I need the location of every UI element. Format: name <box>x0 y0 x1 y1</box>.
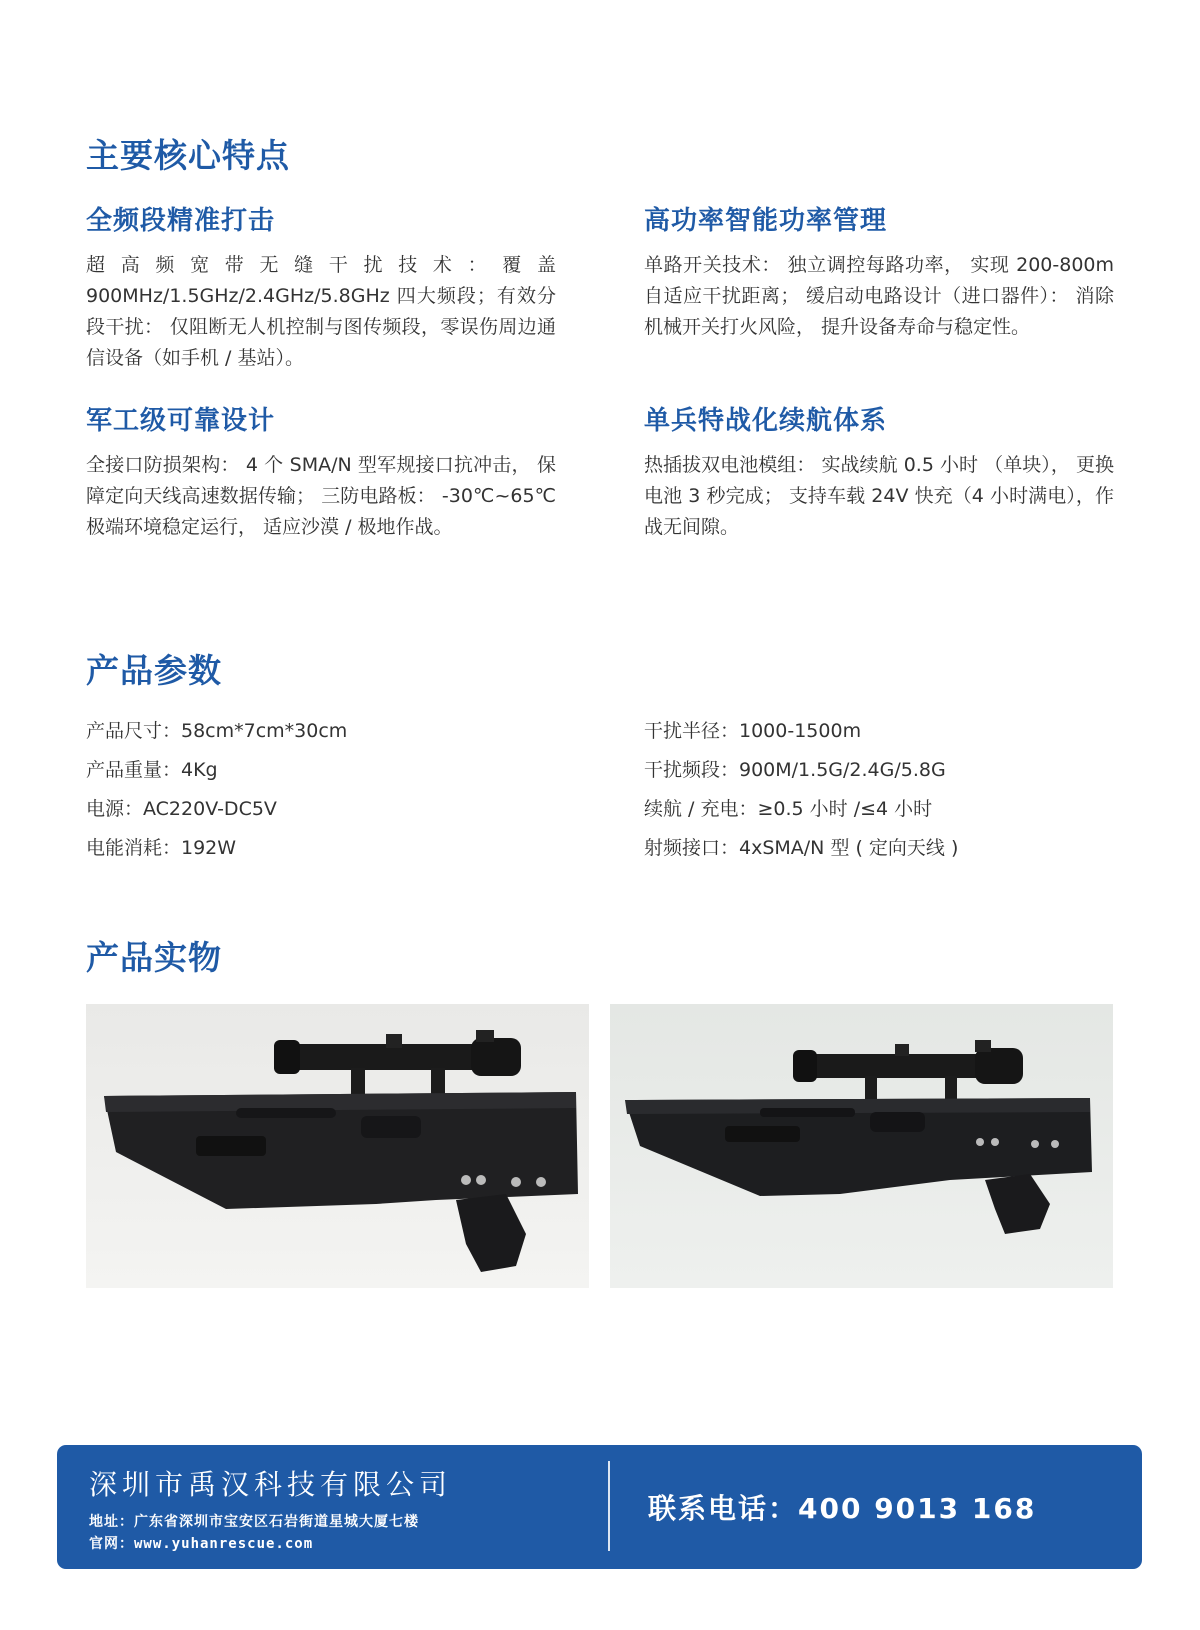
footer-bar <box>57 1445 1142 1569</box>
company-name: 深圳市禹汉科技有限公司 <box>89 1468 453 1501</box>
feature-text-battery: 热插拔双电池模组： 实战续航 0.5 小时 （单块）， 更换电池 3 秒完成； 支持车载 24V 快充（4 小时满电），作战无间隙。 <box>644 454 1114 538</box>
feature-text-frequency: 超高频宽带无缝干扰技术：覆盖 900MHz/1.5GHz/2.4GHz/5.8GHz 四大频段；有效分段干扰： 仅阻断无人机控制与图传频段，零误伤周边通信设备（如手机 / 基站）。 <box>86 254 556 369</box>
param-size: 产品尺寸：58cm*7cm*30cm <box>86 720 348 742</box>
feature-title-frequency: 全频段精准打击 <box>86 206 276 236</box>
features-section-title: 主要核心特点 <box>86 136 290 175</box>
footer-divider <box>608 1461 610 1551</box>
param-radius: 干扰半径：1000-1500m <box>644 720 862 742</box>
param-weight: 产品重量：4Kg <box>86 759 218 781</box>
feature-title-battery: 单兵特战化续航体系 <box>644 406 888 436</box>
params-section-title: 产品参数 <box>86 651 222 690</box>
param-power-supply: 电源：AC220V-DC5V <box>86 798 277 820</box>
company-address: 地址：广东省深圳市宝安区石岩街道星城大厦七楼 <box>89 1514 419 1530</box>
feature-text-power: 单路开关技术： 独立调控每路功率， 实现 200-800m 自适应干扰距离； 缓启动电路设计（进口器件）： 消除机械开关打火风险， 提升设备寿命与稳定性。 <box>644 254 1114 338</box>
param-power-consumption: 电能消耗：192W <box>86 837 237 859</box>
company-website: 官网：www.yuhanrescue.com <box>89 1536 314 1552</box>
params-left-list <box>86 712 347 868</box>
param-frequency: 干扰频段：900M/1.5G/2.4G/5.8G <box>644 759 946 781</box>
product-photo-1 <box>86 1004 589 1288</box>
params-right-list <box>644 712 958 868</box>
feature-title-reliability: 军工级可靠设计 <box>86 406 276 436</box>
param-rf-interface: 射频接口：4xSMA/N 型 ( 定向天线 ) <box>644 837 959 859</box>
param-endurance: 续航 / 充电：≥0.5 小时 /≤4 小时 <box>644 798 933 820</box>
product-photo-2 <box>610 1004 1113 1288</box>
feature-title-power: 高功率智能功率管理 <box>644 206 888 236</box>
contact-phone: 联系电话：400 9013 168 <box>648 1492 1037 1525</box>
feature-text-reliability: 全接口防损架构： 4 个 SMA/N 型军规接口抗冲击， 保障定向天线高速数据传输； 三防电路板： -30℃~65℃极端环境稳定运行， 适应沙漠 / 极地作战。 <box>86 454 556 538</box>
photos-section-title: 产品实物 <box>86 938 222 977</box>
